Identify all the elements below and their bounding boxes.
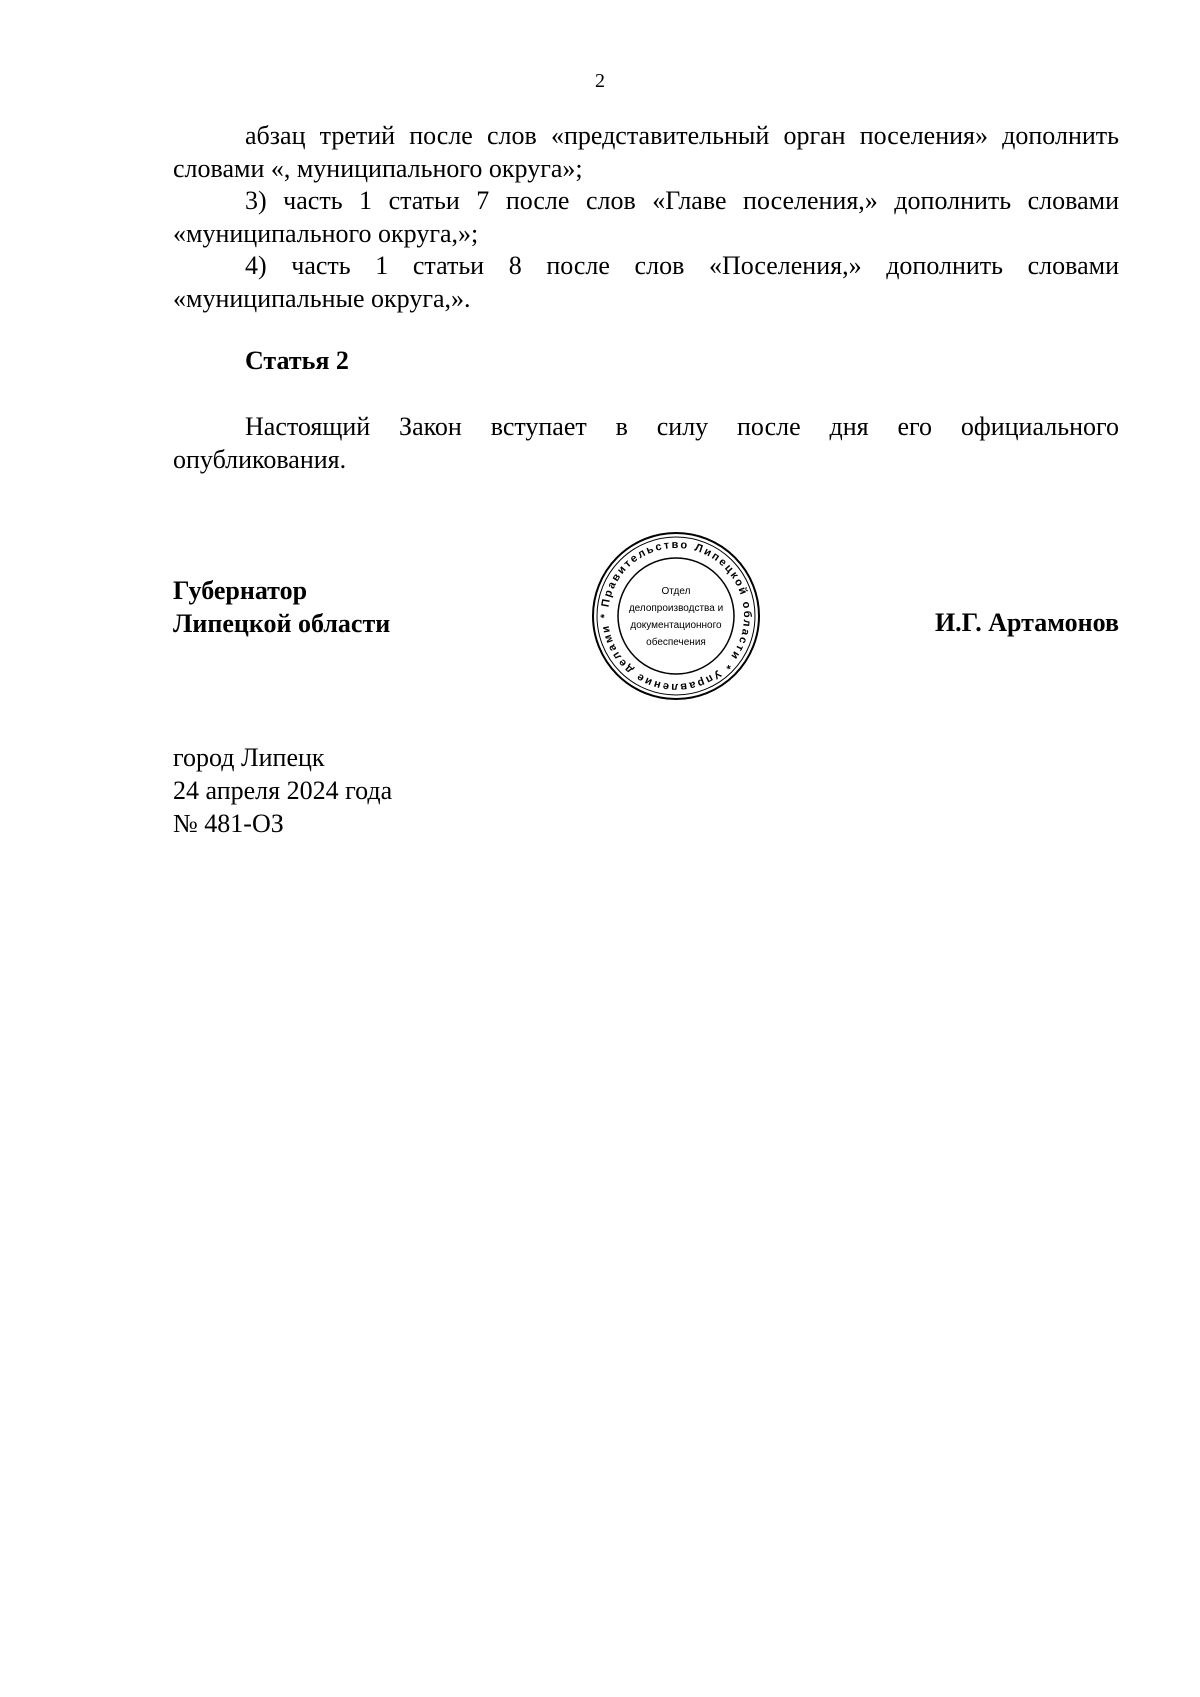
- article-text: Настоящий Закон вступает в силу после дня его официального опубликования.: [173, 412, 1119, 474]
- document-footer: [173, 741, 392, 840]
- footer-law-number: № 481-ОЗ: [173, 809, 284, 838]
- seal-outer-text: Правительство Липецкой области * Управление делами *: [598, 538, 754, 694]
- signatory-position-line1: Губернатор: [173, 576, 308, 605]
- footer-date: 24 апреля 2024 года: [173, 776, 393, 805]
- signatory-position-line2: Липецкой области: [173, 608, 391, 638]
- footer-city: город Липецк: [173, 743, 325, 772]
- paragraph-amendment-2: 3) часть 1 статьи 7 после слов «Главе поселения,» дополнить словами «муниципального округа,»;: [173, 186, 1119, 248]
- signatory-name: И.Г. Артамонов: [934, 608, 1119, 637]
- seal-inner-line4: обеспечения: [646, 637, 706, 648]
- article-heading: Статья 2: [245, 346, 349, 375]
- signatory-position: [173, 575, 390, 640]
- paragraph-amendment-1: абзац третий после слов «представительный орган поселения» дополнить словами «, муниципального округа»;: [173, 121, 1119, 183]
- official-seal: [590, 530, 762, 702]
- seal-inner-line1: Отдел: [661, 586, 691, 597]
- paragraph-amendment-3: 4) часть 1 статьи 8 после слов «Поселения,» дополнить словами «муниципальные округа,».: [173, 251, 1119, 313]
- seal-inner-line2: делопроизводства и: [628, 603, 724, 614]
- seal-inner-line3: документационного: [630, 620, 722, 631]
- page-number: 2: [595, 70, 605, 92]
